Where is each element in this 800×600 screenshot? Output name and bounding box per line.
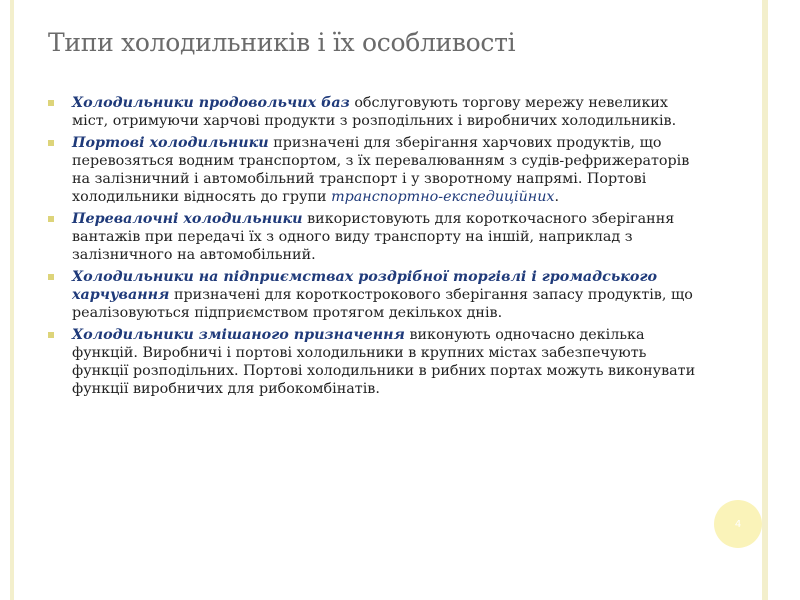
item-text: виконують одночасно декілька функцій. Виробничі і портові холодильники в крупних містах забезпечують функції розподільних. Портові холодильники в рибних портах можуть виконувати функції виробничих для рибокомбінатів. bbox=[72, 327, 696, 397]
item-term: Холодильники на підприємствах роздрібної торгівлі і громадського харчування bbox=[72, 269, 658, 303]
bullet-icon bbox=[48, 100, 54, 106]
item-text: призначені для зберігання харчових продуктів, що перевозяться водним транспортом, з їх перевалюванням з судів-рефрижераторів на залізничний і автомобільний транспорт і у зворотному напрямі. Портові холодильники відносять до групи bbox=[72, 135, 690, 205]
item-link-term: транспортно-експедиційних bbox=[331, 189, 555, 205]
item-term: Перевалочні холодильники bbox=[72, 211, 303, 227]
slide-number: 4 bbox=[734, 518, 742, 530]
list-item bbox=[48, 94, 698, 130]
item-text: обслуговують торгову мережу невеликих міст, отримуючи харчові продукти з розподільних і виробничих холодильників. bbox=[72, 95, 677, 129]
bullet-list bbox=[48, 94, 698, 402]
item-text-end: . bbox=[554, 189, 560, 205]
list-item bbox=[48, 326, 698, 398]
item-term: Портові холодильники bbox=[72, 135, 269, 151]
bullet-icon bbox=[48, 332, 54, 338]
slide-title: Типи холодильників і їх особливості bbox=[48, 28, 516, 57]
right-decorative-border bbox=[762, 0, 768, 600]
bullet-icon bbox=[48, 216, 54, 222]
item-term: Холодильники продовольчих баз bbox=[72, 95, 350, 111]
list-item bbox=[48, 134, 698, 206]
list-item bbox=[48, 210, 698, 264]
slide-number-badge bbox=[714, 500, 762, 548]
bullet-icon bbox=[48, 274, 54, 280]
item-term: Холодильники змішаного призначення bbox=[72, 327, 405, 343]
list-item bbox=[48, 268, 698, 322]
left-decorative-border bbox=[10, 0, 14, 600]
item-text: призначені для короткострокового зберігання запасу продуктів, що реалізовуються підприємством протягом декількох днів. bbox=[72, 287, 693, 321]
bullet-icon bbox=[48, 140, 54, 146]
item-text: використовують для короткочасного зберігання вантажів при передачі їх з одного виду транспорту на іншій, наприклад з залізничного на автомобільний. bbox=[72, 211, 675, 263]
